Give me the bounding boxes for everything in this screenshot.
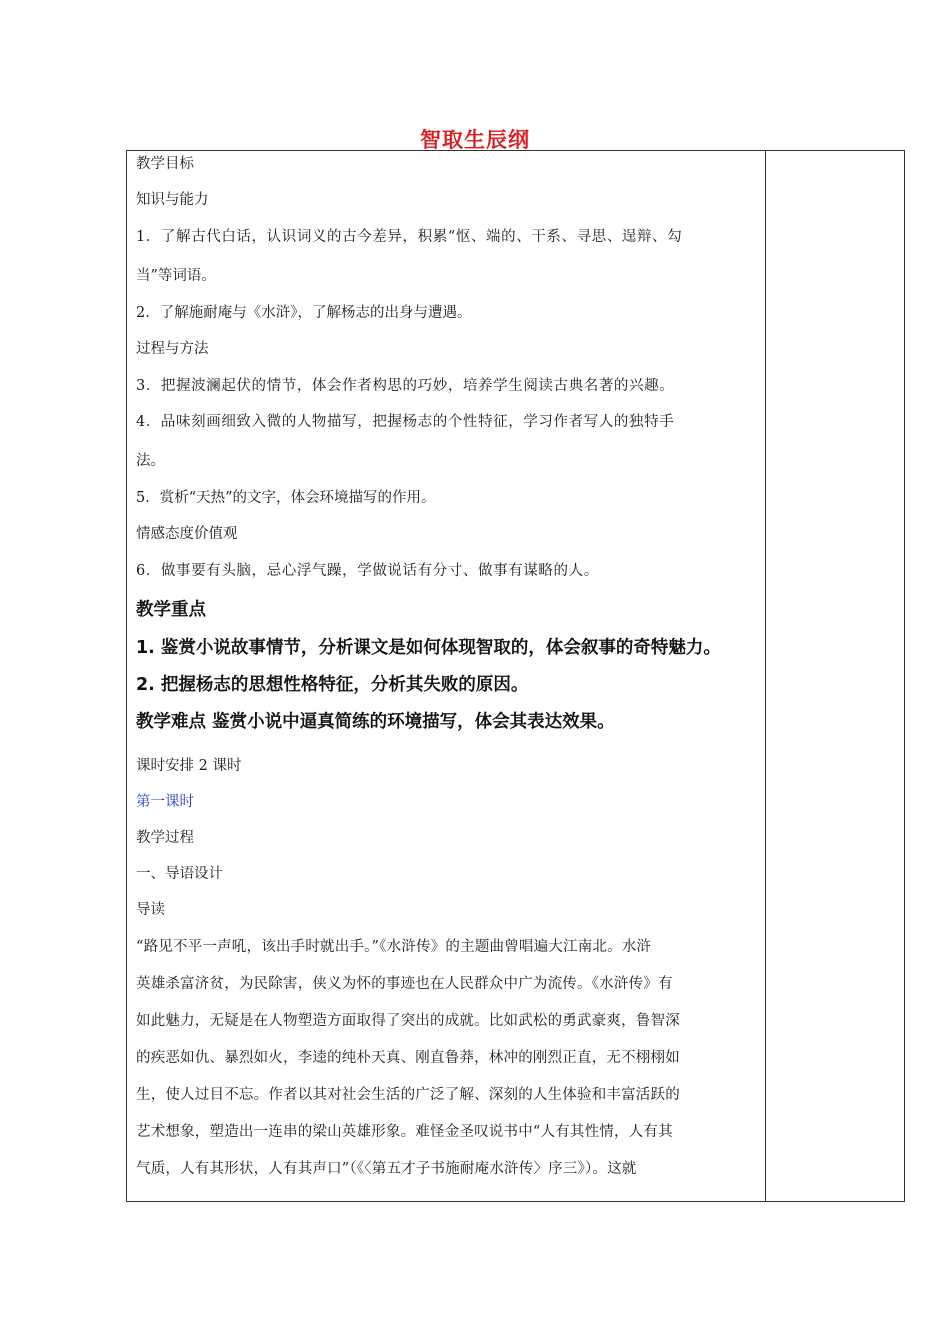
key-point-1: 1. 鉴赏小说故事情节，分析课文是如何体现智取的，体会叙事的奇特魅力。 — [136, 638, 721, 658]
subheading-guide: 导读 — [136, 902, 165, 918]
key-point-2: 2. 把握杨志的思想性格特征，分析其失败的原因。 — [136, 675, 529, 695]
subheading-values: 情感态度价值观 — [136, 526, 238, 542]
objective-item-4-cont: 法。 — [136, 453, 165, 469]
guide-paragraph-line-2: 英雄杀富济贫，为民除害，侠义为怀的事迹也在人民群众中广为流传。《水浒传》有 — [136, 976, 673, 992]
guide-paragraph-line-6: 艺术想象，塑造出一连串的梁山英雄形象。难怪金圣叹说书中“人有其性情，人有其 — [136, 1124, 673, 1140]
objective-item-1: 1．了解古代白话，认识词义的古今差异，积累“怄、端的、干系、寻思、逞辩、勾 — [136, 229, 683, 245]
objective-item-6: 6．做事要有头脑，忌心浮气躁，学做说话有分寸、做事有谋略的人。 — [136, 563, 599, 579]
document-title: 智取生辰纲 — [420, 128, 530, 152]
guide-paragraph-line-3: 如此魅力，无疑是在人物塑造方面取得了突出的成就。比如武松的勇武豪爽，鲁智深 — [136, 1013, 680, 1029]
section-heading-objectives: 教学目标 — [136, 156, 194, 172]
section-heading-key-points: 教学重点 — [136, 600, 206, 620]
guide-paragraph-line-5: 生，使人过目不忘。作者以其对社会生活的广泛了解、深刻的人生体验和丰富活跃的 — [136, 1087, 680, 1103]
class-hours: 课时安排 2 课时 — [136, 758, 242, 774]
guide-paragraph-line-7: 气质，人有其形状，人有其声口”（《〈第五才子书施耐庵水浒传〉序三》）。这就 — [136, 1161, 637, 1177]
difficult-point: 教学难点 鉴赏小说中逼真简练的环境描写，体会其表达效果。 — [136, 712, 615, 732]
objective-item-5: 5．赏析“天热”的文字，体会环境描写的作用。 — [136, 490, 436, 506]
lesson-plan-table — [126, 150, 905, 1202]
step-intro-design: 一、导语设计 — [136, 866, 223, 882]
section-heading-process: 教学过程 — [136, 830, 194, 846]
first-lesson-heading: 第一课时 — [136, 794, 194, 810]
subheading-process: 过程与方法 — [136, 341, 209, 357]
guide-paragraph-line-4: 的疾恶如仇、暴烈如火，李逵的纯朴天真、刚直鲁莽，林冲的刚烈正直，无不栩栩如 — [136, 1050, 680, 1066]
guide-paragraph-line-1: “路见不平一声吼，该出手时就出手。”《水浒传》的主题曲曾唱遍大江南北。水浒 — [136, 939, 652, 955]
objective-item-2: 2．了解施耐庵与《水浒》，了解杨志的出身与遭遇。 — [136, 305, 472, 321]
objective-item-1-cont: 当”等词语。 — [136, 268, 216, 284]
subheading-knowledge: 知识与能力 — [136, 192, 209, 208]
table-column-divider — [765, 151, 766, 1201]
objective-item-4: 4．品味刻画细致入微的人物描写，把握杨志的个性特征，学习作者写人的独特手 — [136, 414, 675, 430]
objective-item-3: 3．把握波澜起伏的情节，体会作者构思的巧妙，培养学生阅读古典名著的兴趣。 — [136, 378, 675, 394]
